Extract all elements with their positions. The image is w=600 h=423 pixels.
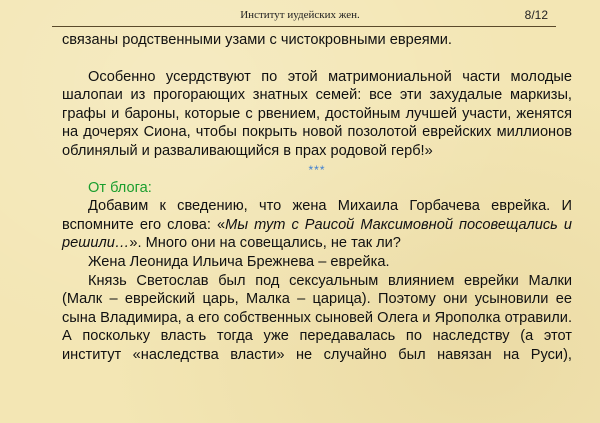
header-divider	[52, 26, 556, 27]
paragraph-gorbachev-start: Добавим к сведению, что жена Михаила Горбачева еврейка. И вспомните его слова: «	[62, 198, 572, 233]
document-body	[62, 31, 572, 365]
header-title: Институт иудейских жен.	[240, 9, 360, 21]
page-header	[0, 0, 600, 30]
spacer	[62, 50, 572, 68]
paragraph-gorbachev	[62, 197, 572, 253]
paragraph-continuation: связаны родственными узами с чистокровными евреями.	[62, 32, 452, 48]
page-number: 8/12	[524, 8, 548, 22]
paragraph-gorbachev-end: ». Много они на совещались, не так ли?	[129, 235, 401, 252]
blog-heading: От блога:	[88, 179, 152, 196]
paragraph-svetoslav: Князь Светослав был под сексуальным влиянием еврейки Малки (Малк – еврейский царь, Малка – царица). Поэтому они усыновили ее сына Владимира, а его собственных сыновей Олега и Ярополка отравили. А поскольку власть тогда уже передавалась по наследству (а этот институт «наследства власти» не случайно был навязан на Руси),	[62, 272, 572, 363]
paragraph-quote: Особенно усердствуют по этой матримониальной части молодые шалопаи из прогорающих знатных семей: все эти захудалые маркизы, графы и бароны, которые с рвением, достойным лучшей участи, женятся на дочерях Сиона, чтобы покрыть новой позолотой еврейских миллионов облинялый и разваливающийся в прах родовой герб!»	[62, 68, 572, 159]
section-separator: ***	[308, 162, 326, 177]
paragraph-brezhnev: Жена Леонида Ильича Брежнева – еврейка.	[88, 253, 390, 270]
gorbachev-quote: Мы тут с Раисой Максимовной посовещались и решили…	[62, 216, 572, 252]
